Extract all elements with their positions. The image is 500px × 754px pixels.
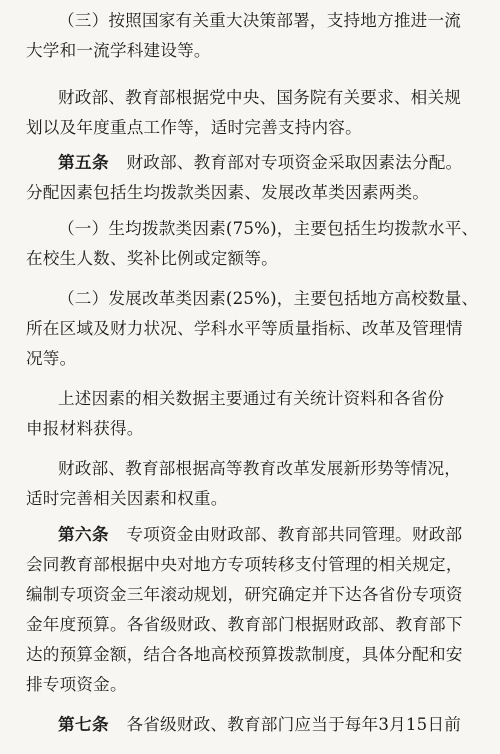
- text-line: 上述因素的相关数据主要通过有关统计资料和各省份: [58, 389, 445, 408]
- article-five-text: 财政部、教育部对专项资金采取因素法分配。: [126, 153, 463, 172]
- article-six-label: 第六条: [58, 525, 109, 544]
- text-line: 划以及年度重点工作等，适时完善支持内容。: [26, 118, 362, 137]
- article-six-text: 专项资金由财政部、教育部共同管理。财政部: [126, 525, 463, 544]
- text-line: 况等。: [26, 349, 77, 368]
- text-line: （一）生均拨款类因素(75%)，主要包括生均拨款水平、: [58, 219, 478, 238]
- text-line: （二）发展改革类因素(25%)，主要包括地方高校数量、: [58, 289, 478, 308]
- text-line: 编制专项资金三年滚动规划，研究确定并下达各省份专项资: [26, 585, 463, 604]
- article-seven-label: 第七条: [58, 715, 109, 734]
- text-line: 适时完善相关因素和权重。: [26, 489, 228, 508]
- text-line: （三）按照国家有关重大决策部署，支持地方推进一流: [58, 11, 462, 30]
- text-line: 所在区域及财力状况、学科水平等质量指标、改革及管理情: [26, 319, 463, 338]
- text-line: 财政部、教育部根据党中央、国务院有关要求、相关规: [58, 88, 462, 107]
- article-five-line: [58, 148, 478, 178]
- article-seven-line: [58, 710, 478, 740]
- article-six-line: [58, 520, 478, 550]
- text-line: 达的预算金额，结合各地高校预算拨款制度，具体分配和安: [26, 645, 463, 664]
- article-seven-text: 各省级财政、教育部门应当于每年3月15日前: [126, 715, 462, 734]
- text-line: 会同教育部根据中央对地方专项转移支付管理的相关规定，: [26, 555, 463, 574]
- text-line: 申报材料获得。: [26, 419, 144, 438]
- text-line: 金年度预算。各省级财政、教育部门根据财政部、教育部下: [26, 615, 463, 634]
- text-line: 在校生人数、奖补比例或定额等。: [26, 249, 278, 268]
- text-line: 排专项资金。: [26, 675, 127, 694]
- text-line: 财政部、教育部根据高等教育改革发展新形势等情况，: [58, 459, 462, 478]
- text-line: 分配因素包括生均拨款类因素、发展改革类因素两类。: [26, 183, 430, 202]
- article-five-label: 第五条: [58, 153, 109, 172]
- text-line: 大学和一流学科建设等。: [26, 41, 211, 60]
